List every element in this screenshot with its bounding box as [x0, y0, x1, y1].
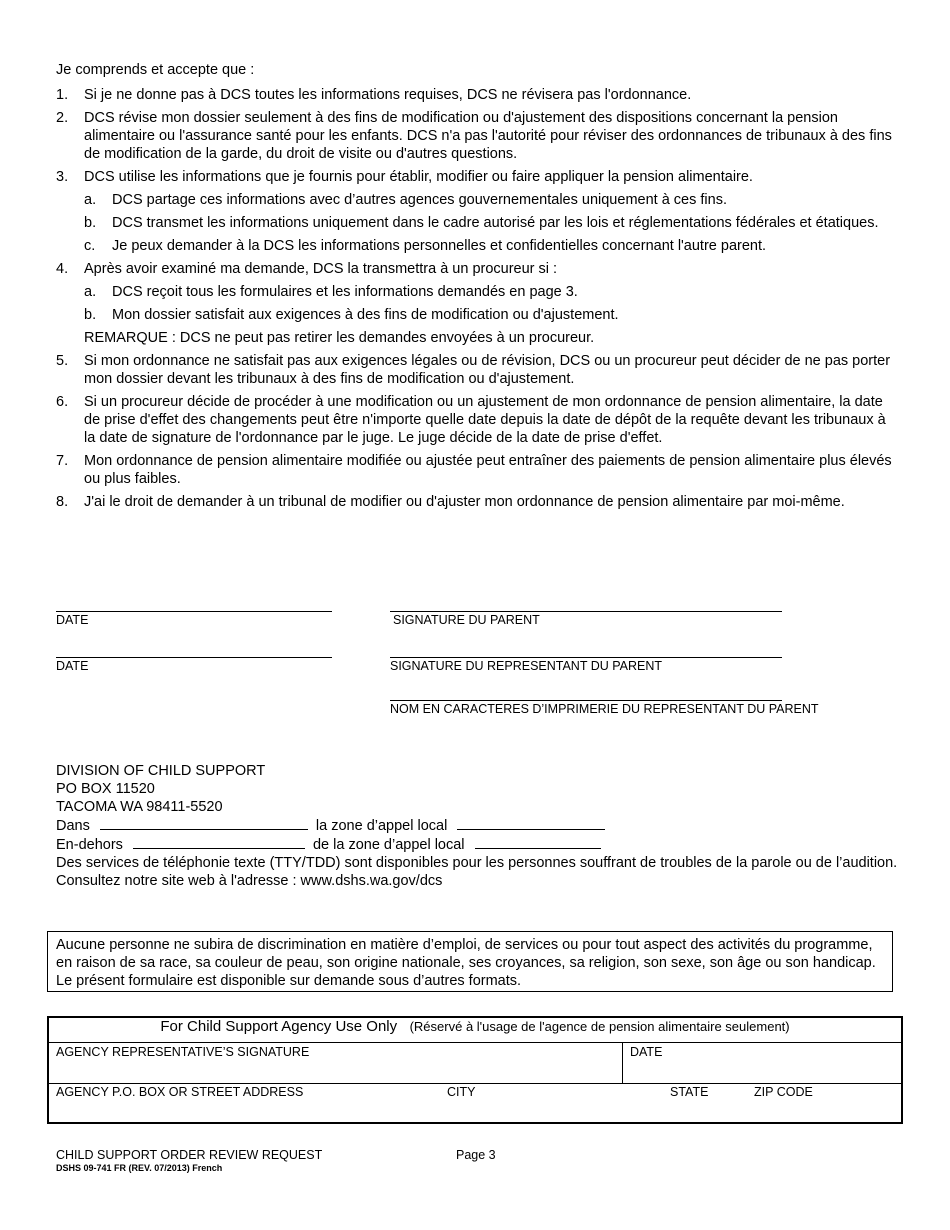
outside-phone-row	[56, 835, 906, 854]
list-item	[56, 393, 896, 447]
date-line-1[interactable]	[56, 611, 332, 612]
sub-item-text: Mon dossier satisfait aux exigences à des fins de modification ou d'ajustement.	[112, 307, 619, 323]
item-text: Si un procureur décide de procéder à une modification ou un ajustement de mon ordonnance de pension alimentaire, la date de prise d'effet des changements peut être n'importe quelle date depuis la date de dépôt de la requête devant les tribunaux à la date de signature de l'ordonnance par le juge. Le juge décide de la date de prise d'effet.	[84, 394, 886, 446]
agency-use-box	[47, 1016, 903, 1124]
item-text: Mon ordonnance de pension alimentaire modifiée ou ajustée peut entraîner des paiements de pension alimentaire plus élevés ou plus faibles.	[84, 453, 892, 487]
item-number: 2.	[56, 110, 69, 126]
date-label-1: DATE	[56, 613, 89, 627]
sub-item	[56, 191, 896, 209]
non-discrimination-notice: Aucune personne ne subira de discrimination en matière d’emploi, de services ou pour tout aspect des activités du programme, en raison de sa race, sa couleur de peau, son origine nationale, ses croyances, sa religion, son sexe, son âge ou son handicap. Le présent formulaire est disponible sur demande sous d’autres formats.	[47, 931, 893, 992]
dans-label: Dans	[56, 818, 90, 834]
item-number: 1.	[56, 87, 69, 103]
sub-item-letter: b.	[84, 307, 97, 323]
sub-item	[56, 237, 896, 255]
list-item	[56, 452, 896, 488]
form-title: CHILD SUPPORT ORDER REVIEW REQUEST	[56, 1148, 323, 1162]
page-number: Page 3	[456, 1148, 496, 1162]
rep-signature-label: SIGNATURE DU REPRESENTANT DU PARENT	[390, 659, 663, 673]
item-number: 3.	[56, 169, 69, 185]
item-text: J'ai le droit de demander à un tribunal de modifier ou d'ajuster mon ordonnance de pension alimentaire par moi-même.	[84, 494, 845, 510]
list-item	[56, 109, 896, 163]
sub-item-letter: a.	[84, 284, 97, 300]
item-number: 6.	[56, 394, 69, 410]
sub-item-letter: b.	[84, 215, 97, 231]
phone-blank-4[interactable]	[475, 835, 601, 849]
agency-row-line	[49, 1083, 901, 1084]
form-code: DSHS 09-741 FR (REV. 07/2013) French	[56, 1163, 223, 1173]
agency-divider	[622, 1042, 623, 1083]
sub-item-text: DCS reçoit tous les formulaires et les informations demandés en page 3.	[112, 284, 578, 300]
intro-text: Je comprends et accepte que :	[56, 62, 255, 78]
form-footer	[56, 1148, 322, 1173]
sub-item	[56, 306, 896, 324]
sub-item-text: DCS partage ces informations avec d’autres agences gouvernementales uniquement à ces fins.	[112, 192, 727, 208]
of-zone-label: de la zone d’appel local	[312, 837, 465, 853]
agency-city-field[interactable]: CITY	[447, 1085, 476, 1099]
sub-item	[56, 214, 896, 232]
agency-state-field[interactable]: STATE	[670, 1085, 709, 1099]
rep-name-line[interactable]	[390, 700, 782, 701]
item-number: 5.	[56, 353, 69, 369]
agency-address-field[interactable]: AGENCY P.O. BOX OR STREET ADDRESS	[56, 1085, 304, 1099]
sub-item	[56, 283, 896, 301]
list-item	[56, 168, 896, 186]
item-text: DCS utilise les informations que je fournis pour établir, modifier ou faire appliquer la pension alimentaire.	[84, 169, 753, 185]
phone-blank-1[interactable]	[100, 816, 308, 830]
po-box: PO BOX 11520	[56, 781, 155, 797]
agency-header	[49, 1018, 901, 1043]
agency-zip-field[interactable]: ZIP CODE	[754, 1085, 813, 1099]
city-line: TACOMA WA 98411-5520	[56, 799, 223, 815]
agency-subtitle: (Réservé à l'usage de l'agence de pension alimentaire seulement)	[409, 1019, 790, 1034]
date-label-2: DATE	[56, 659, 89, 673]
outside-label: En-dehors	[56, 837, 123, 853]
org-name: DIVISION OF CHILD SUPPORT	[56, 763, 266, 779]
item-number: 7.	[56, 453, 69, 469]
terms-list	[56, 86, 896, 516]
item-number: 4.	[56, 261, 69, 277]
local-phone-row	[56, 816, 906, 835]
rep-signature-line[interactable]	[390, 657, 782, 658]
sub-item-text: DCS transmet les informations uniquement dans le cadre autorisé par les lois et réglementations fédérales et étatiques.	[112, 215, 879, 231]
contact-address	[56, 762, 906, 890]
remark-note: REMARQUE : DCS ne peut pas retirer les demandes envoyées à un procureur.	[84, 330, 595, 346]
agency-date-field[interactable]: DATE	[630, 1045, 663, 1059]
parent-signature-label: SIGNATURE DU PARENT	[393, 613, 540, 627]
local-zone-label: la zone d’appel local	[315, 818, 448, 834]
date-line-2[interactable]	[56, 657, 332, 658]
list-item	[56, 352, 896, 388]
item-text: DCS révise mon dossier seulement à des fins de modification ou d'ajustement des dispositions concernant la pension alimentaire ou l'assurance santé pour les enfants. DCS n'a pas l'autorité pour réviser des ordonnances de tribunaux à des fins de modification de la garde, du droit de visite ou d'autres questions.	[84, 110, 892, 162]
tty-note: Des services de téléphonie texte (TTY/TDD) sont disponibles pour les personnes souffrant de troubles de la parole ou de l’audition.	[56, 855, 898, 871]
item-text: Après avoir examiné ma demande, DCS la transmettra à un procureur si :	[84, 261, 558, 277]
rep-name-label: NOM EN CARACTERES D’IMPRIMERIE DU REPRESENTANT DU PARENT	[390, 702, 819, 716]
list-item	[56, 86, 896, 104]
parent-signature-line[interactable]	[390, 611, 782, 612]
sub-item-letter: c.	[84, 238, 96, 254]
phone-blank-3[interactable]	[133, 835, 305, 849]
item-text: Si mon ordonnance ne satisfait pas aux exigences légales ou de révision, DCS ou un procureur peut décider de ne pas porter mon dossier devant les tribunaux à des fins de modification ou d'ajustement.	[84, 353, 891, 387]
list-item	[56, 260, 896, 278]
sub-item-text: Je peux demander à la DCS les informations personnelles et confidentielles concernant l'autre parent.	[112, 238, 767, 254]
agency-signature-field[interactable]: AGENCY REPRESENTATIVE’S SIGNATURE	[56, 1045, 310, 1059]
website-line: Consultez notre site web à l'adresse : www.dshs.wa.gov/dcs	[56, 873, 443, 889]
agency-title: For Child Support Agency Use Only	[160, 1018, 398, 1035]
item-number: 8.	[56, 494, 69, 510]
phone-blank-2[interactable]	[457, 816, 605, 830]
item-text: Si je ne donne pas à DCS toutes les informations requises, DCS ne révisera pas l'ordonnance.	[84, 87, 692, 103]
sub-item-letter: a.	[84, 192, 97, 208]
list-item	[56, 493, 896, 511]
